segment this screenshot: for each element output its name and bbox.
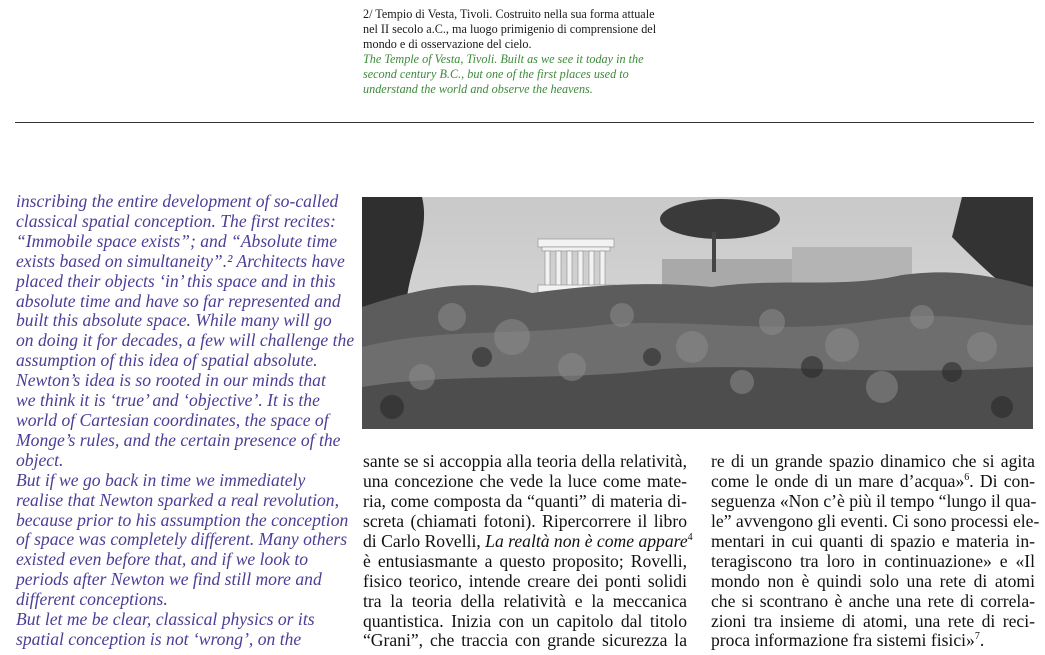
book-title: La realtà non è come appare [485, 530, 688, 551]
italian-line [363, 530, 693, 552]
english-line: world of Cartesian coordinates, the space of [16, 409, 329, 430]
italian-line: le” avvengono gli eventi. Ci sono processi ele- [711, 510, 1040, 531]
english-line: inscribing the entire development of so-called [16, 191, 339, 211]
italian-line: sante se si accoppia alla teoria della relatività, [363, 451, 687, 471]
english-line: “Immobile space exists”; and “Absolute time [16, 230, 338, 251]
footnote-ref: 4 [687, 531, 693, 543]
english-line: realise that Newton sparked a real revolution, [16, 489, 340, 510]
caption-italian-line: nel II secolo a.C., ma luogo primigenio di comprensione del [363, 22, 657, 36]
english-line: because prior to his assumption the conception [16, 509, 349, 530]
english-line: absolute time and have so far represented and [16, 290, 341, 311]
italian-line: mentari in cui quanti di spazio e materia in- [711, 530, 1035, 551]
italian-text: proca informazione fra sistemi fisici» [711, 630, 975, 651]
italian-text-column-2 [711, 451, 1040, 655]
english-line: object. [16, 449, 64, 470]
footnote-ref: 7 [974, 631, 980, 643]
english-line: Monge’s rules, and the certain presence of the [16, 429, 341, 450]
italian-line: fisico teorico, intende creare dei ponti solidi [363, 570, 687, 591]
caption-italian [363, 7, 703, 52]
italian-text: come le onde di un mare d’acqua» [711, 470, 965, 491]
caption-english-line: second century B.C., but one of the first places used to [363, 67, 629, 81]
english-line: But let me be clear, classical physics or its [16, 609, 315, 630]
english-line: exists based on simultaneity”.² Architects have [16, 250, 345, 271]
italian-line: screta (chiamati fotoni). Ripercorrere il libro [363, 510, 687, 531]
italian-line: mondo non è quindi solo una rete di atomi [711, 570, 1035, 591]
italian-line: tra la teoria della relatività e la meccanica [363, 590, 687, 611]
english-line: spatial conception is not ‘wrong’, on the [16, 628, 302, 649]
italian-line: ria, come composta da “quanti” di materia di- [363, 490, 687, 511]
italian-line: è entusiasmante a questo proposito; Rovelli, [363, 550, 687, 571]
english-line: classical spatial conception. The first recites: [16, 210, 336, 231]
temple-of-vesta-photo [362, 197, 1033, 429]
english-line: placed their objects ‘in’ this space and in this [16, 270, 336, 291]
italian-text: di Carlo Rovelli, [363, 530, 486, 551]
italian-line: “Grani”, che traccia con grande sicurezza la [363, 630, 687, 651]
italian-text: . Di con- [969, 470, 1035, 491]
english-line: But if we go back in time we immediately [16, 469, 306, 490]
caption-italian-line: mondo e di osservazione del cielo. [363, 37, 532, 51]
english-line: Newton’s idea is so rooted in our minds that [16, 370, 326, 391]
italian-line: seguenza «Non c’è più il tempo “lungo il qua- [711, 490, 1037, 511]
english-line: periods after Newton we find still more and [16, 569, 322, 590]
italian-line: zioni tra insieme di atomi, una rete di reci- [711, 610, 1035, 631]
english-line: built this absolute space. While many will go [16, 310, 332, 331]
english-line: on doing it for decades, a few will challenge the [16, 330, 355, 351]
figure-caption [363, 7, 703, 97]
italian-line: teragiscono tra loro in continuazione» e «Il [711, 550, 1035, 571]
footnote-ref: 6 [964, 472, 970, 484]
italian-line [711, 472, 1035, 492]
caption-english [363, 52, 703, 97]
italian-line [711, 631, 1035, 651]
english-line: of space was completely different. Many others [16, 529, 348, 550]
english-line: we think it is ‘true’ and ‘objective’. It is the [16, 390, 320, 411]
english-line: assumption of this idea of spatial absolute. [16, 350, 318, 371]
italian-line: una concezione che vede la luce come mate- [363, 470, 687, 491]
caption-italian-line: 2/ Tempio di Vesta, Tivoli. Costruito nella sua forma attuale [363, 7, 655, 21]
english-text-column [16, 191, 355, 655]
english-line: different conceptions. [16, 589, 168, 610]
caption-english-line: understand the world and observe the heavens. [363, 82, 593, 96]
italian-line: quantistica. Inizia con un capitolo dal titolo [363, 610, 687, 631]
italian-text-column-1 [363, 451, 693, 655]
horizontal-divider [15, 122, 1034, 123]
italian-text: . [979, 630, 985, 651]
italian-line: che si scontrano è anche una rete di correla- [711, 590, 1035, 611]
english-line: existed even before that, and if we look to [16, 549, 309, 570]
italian-line: re di un grande spazio dinamico che si agita [711, 451, 1035, 471]
caption-english-line: The Temple of Vesta, Tivoli. Built as we see it today in the [363, 52, 644, 66]
